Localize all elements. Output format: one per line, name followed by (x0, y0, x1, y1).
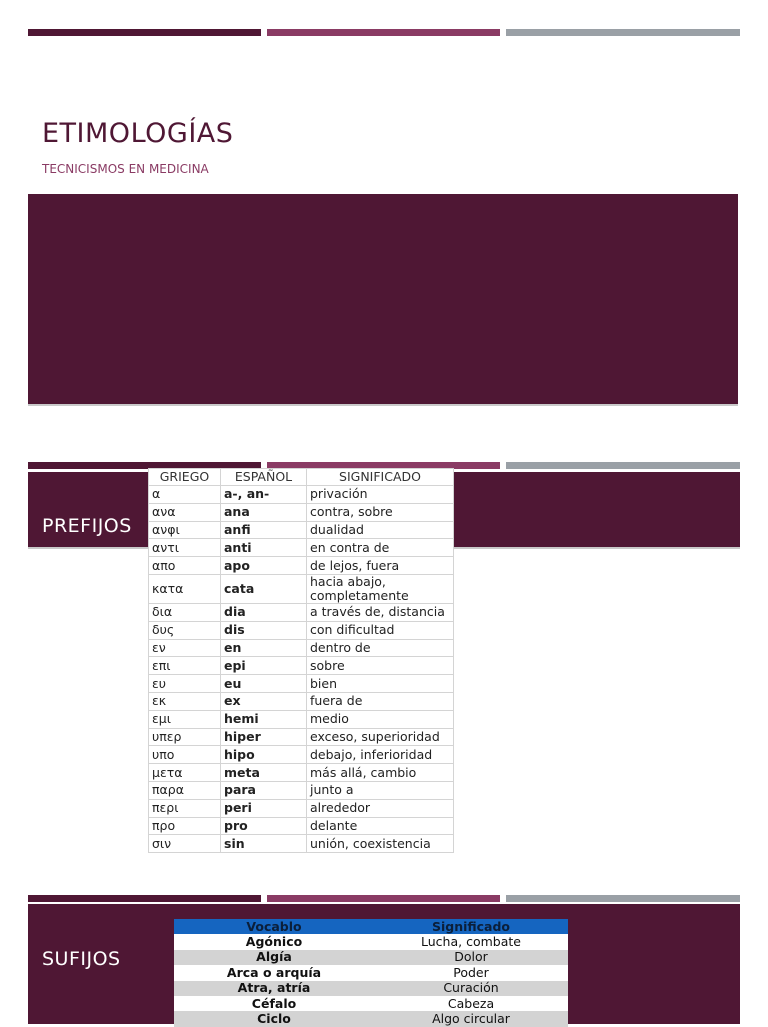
column-header-significado: Significado (374, 919, 568, 934)
cell-significado: fuera de (307, 692, 454, 710)
cell-espanol: a-, an- (221, 486, 307, 504)
cell-vocablo: Atra, atría (174, 981, 374, 996)
cell-significado: hacia abajo, completamente (307, 574, 454, 603)
table-row (149, 692, 454, 710)
cell-espanol: apo (221, 557, 307, 575)
table-row (149, 574, 454, 603)
table-row (149, 486, 454, 504)
sufijos-stripe-dark (28, 895, 261, 902)
column-header-espanol: ESPAÑOL (221, 469, 307, 486)
table-row (149, 710, 454, 728)
cell-significado: con dificultad (307, 621, 454, 639)
sufijos-label: SUFIJOS (42, 948, 121, 970)
table-row (174, 996, 568, 1011)
prefijos-label: PREFIJOS (42, 515, 132, 537)
cell-griego: εν (149, 639, 221, 657)
sufijos-stripe-grey (506, 895, 740, 902)
cell-espanol: epi (221, 657, 307, 675)
cell-espanol: hiper (221, 728, 307, 746)
table-row (149, 503, 454, 521)
page-title: ETIMOLOGÍAS (42, 118, 234, 149)
table-row (174, 1011, 568, 1026)
cell-griego: ανα (149, 503, 221, 521)
cell-espanol: hipo (221, 746, 307, 764)
cell-griego: δια (149, 603, 221, 621)
cell-espanol: ex (221, 692, 307, 710)
table-row (149, 539, 454, 557)
cell-significado: dentro de (307, 639, 454, 657)
cell-espanol: dis (221, 621, 307, 639)
cell-significado: alrededor (307, 799, 454, 817)
sufijos-table (174, 919, 568, 1027)
cell-espanol: sin (221, 835, 307, 853)
cell-griego: επι (149, 657, 221, 675)
table-row (149, 817, 454, 835)
cell-espanol: ana (221, 503, 307, 521)
prefijos-table (148, 468, 454, 853)
cell-griego: δυς (149, 621, 221, 639)
cell-significado: Curación (374, 981, 568, 996)
cell-espanol: cata (221, 574, 307, 603)
table-row (149, 657, 454, 675)
cell-griego: ανφι (149, 521, 221, 539)
table-row (149, 521, 454, 539)
cell-significado: bien (307, 675, 454, 693)
cell-significado: Cabeza (374, 996, 568, 1011)
cell-significado: Poder (374, 965, 568, 980)
cell-significado: medio (307, 710, 454, 728)
table-row (149, 781, 454, 799)
cell-significado: junto a (307, 781, 454, 799)
prefijos-header-row (149, 469, 454, 486)
column-header-griego: GRIEGO (149, 469, 221, 486)
column-header-vocablo: Vocablo (174, 919, 374, 934)
cell-significado: contra, sobre (307, 503, 454, 521)
table-row (149, 639, 454, 657)
cell-espanol: para (221, 781, 307, 799)
sufijos-header-row (174, 919, 568, 934)
cell-griego: μετα (149, 764, 221, 782)
cell-espanol: eu (221, 675, 307, 693)
cell-espanol: anti (221, 539, 307, 557)
cell-significado: Lucha, combate (374, 934, 568, 949)
cell-griego: υπο (149, 746, 221, 764)
cell-significado: debajo, inferioridad (307, 746, 454, 764)
table-row (174, 981, 568, 996)
cell-espanol: pro (221, 817, 307, 835)
page-subtitle: TECNICISMOS EN MEDICINA (42, 162, 209, 176)
cell-griego: σιν (149, 835, 221, 853)
cell-espanol: anfi (221, 521, 307, 539)
cell-griego: α (149, 486, 221, 504)
cell-significado: Algo circular (374, 1011, 568, 1026)
cell-griego: παρα (149, 781, 221, 799)
cell-griego: εκ (149, 692, 221, 710)
cell-espanol: hemi (221, 710, 307, 728)
cell-espanol: en (221, 639, 307, 657)
table-row (174, 950, 568, 965)
table-row (149, 621, 454, 639)
table-row (149, 799, 454, 817)
table-row (149, 746, 454, 764)
cell-griego: αντι (149, 539, 221, 557)
cell-significado: Dolor (374, 950, 568, 965)
cell-significado: a través de, distancia (307, 603, 454, 621)
cell-espanol: peri (221, 799, 307, 817)
sufijos-stripe-mid (267, 895, 500, 902)
top-stripe-mid (267, 29, 500, 36)
table-row (174, 934, 568, 949)
table-row (149, 764, 454, 782)
cell-significado: unión, coexistencia (307, 835, 454, 853)
table-row (149, 675, 454, 693)
cell-vocablo: Arca o arquía (174, 965, 374, 980)
cell-significado: sobre (307, 657, 454, 675)
cell-griego: προ (149, 817, 221, 835)
prefijos-stripe-grey (506, 462, 740, 469)
table-row (174, 965, 568, 980)
table-row (149, 603, 454, 621)
cell-espanol: dia (221, 603, 307, 621)
cell-griego: υπερ (149, 728, 221, 746)
table-row (149, 557, 454, 575)
cell-espanol: meta (221, 764, 307, 782)
table-row (149, 728, 454, 746)
column-header-significado: SIGNIFICADO (307, 469, 454, 486)
cell-significado: más allá, cambio (307, 764, 454, 782)
cell-vocablo: Céfalo (174, 996, 374, 1011)
cell-griego: εμι (149, 710, 221, 728)
cell-griego: απο (149, 557, 221, 575)
cell-significado: delante (307, 817, 454, 835)
cell-vocablo: Agónico (174, 934, 374, 949)
cell-griego: κατα (149, 574, 221, 603)
cell-significado: exceso, superioridad (307, 728, 454, 746)
top-stripe-dark (28, 29, 261, 36)
title-band (28, 194, 738, 406)
cell-significado: en contra de (307, 539, 454, 557)
cell-significado: privación (307, 486, 454, 504)
cell-griego: ευ (149, 675, 221, 693)
cell-vocablo: Ciclo (174, 1011, 374, 1026)
cell-vocablo: Algía (174, 950, 374, 965)
table-row (149, 835, 454, 853)
cell-significado: dualidad (307, 521, 454, 539)
top-stripe-grey (506, 29, 740, 36)
cell-significado: de lejos, fuera (307, 557, 454, 575)
cell-griego: περι (149, 799, 221, 817)
